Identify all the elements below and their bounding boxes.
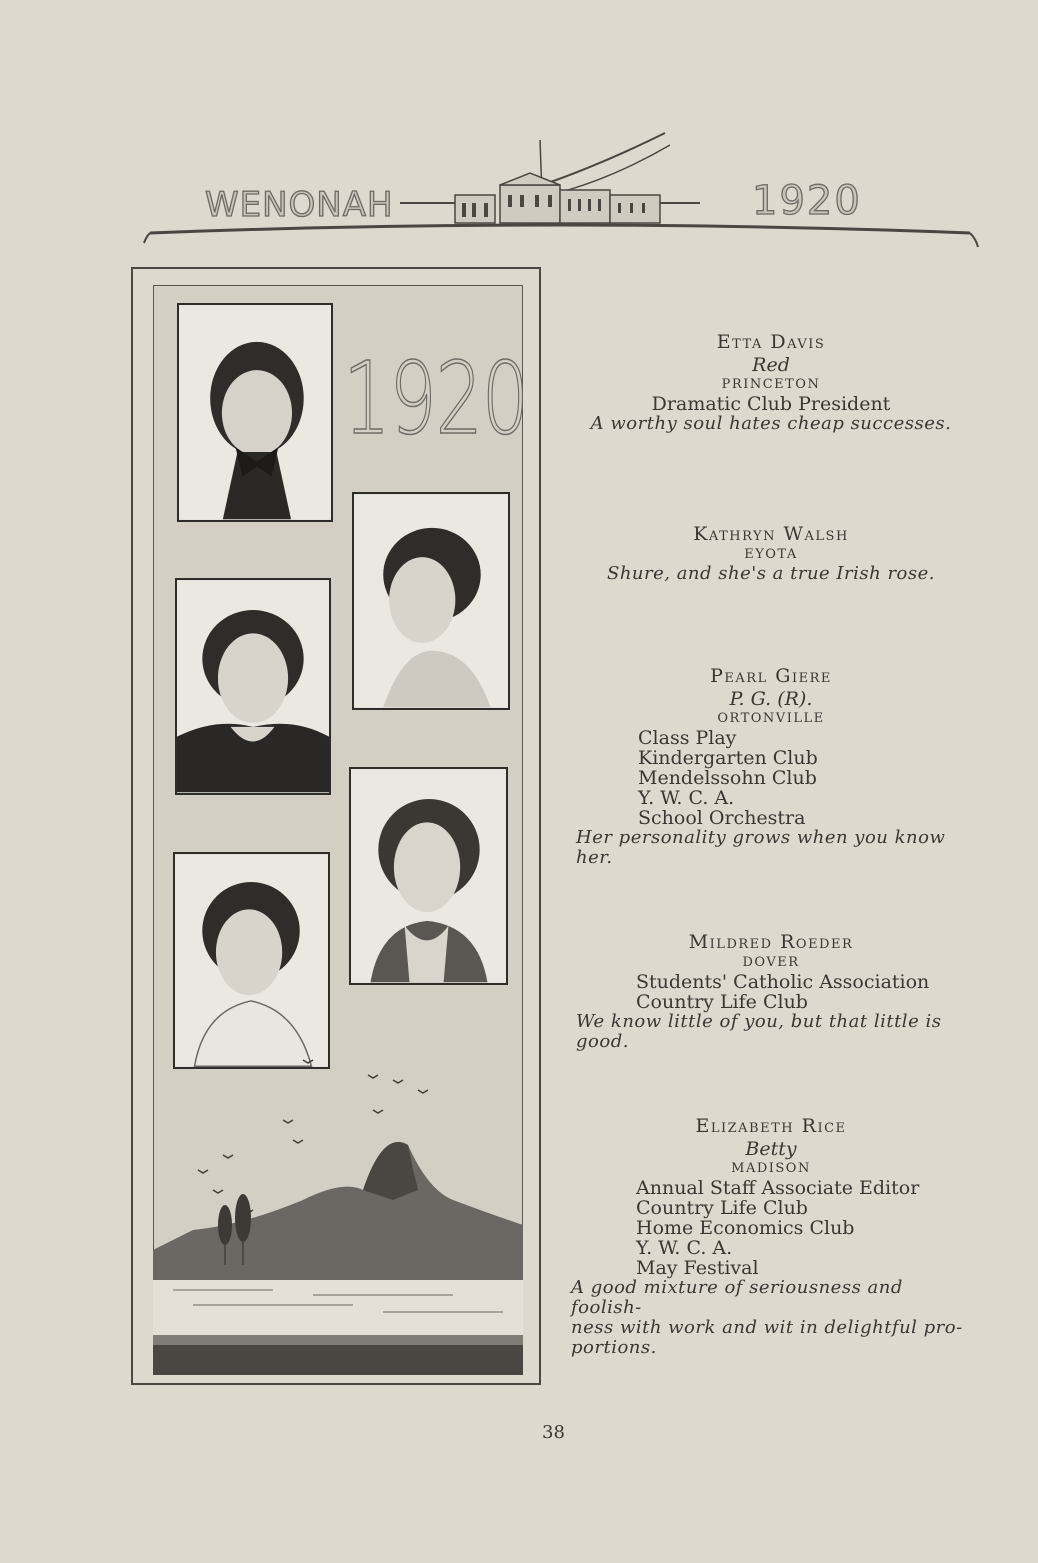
student-hometown: ORTONVILLE xyxy=(717,711,825,726)
student-name: Mildred Roeder xyxy=(688,931,854,953)
student-quote-line: A good mixture of seriousness and foolish- xyxy=(571,1277,903,1318)
student-name: Elizabeth Rice xyxy=(695,1115,847,1137)
student-quote: We know little of you, but that little is good. xyxy=(576,1011,942,1052)
student-activity: May Festival xyxy=(636,1257,759,1279)
lake-landscape-illustration xyxy=(153,1050,523,1375)
student-nickname: Red xyxy=(752,354,790,376)
portrait-photo-1 xyxy=(177,303,333,522)
student-quote-line: portions. xyxy=(571,1337,657,1358)
student-hometown: DOVER xyxy=(742,955,800,970)
student-hometown: PRINCETON xyxy=(721,377,821,392)
header-title-left: WENONAH xyxy=(205,185,394,225)
student-quote: Shure, and she's a true Irish rose. xyxy=(606,563,935,584)
decorative-year: 1920 xyxy=(343,340,528,457)
student-name: Pearl Giere xyxy=(710,665,832,687)
portrait-photo-5 xyxy=(173,852,330,1069)
student-activity: Home Economics Club xyxy=(636,1217,855,1239)
student-entry xyxy=(566,522,976,584)
portrait-1-image xyxy=(179,305,331,520)
student-name: Kathryn Walsh xyxy=(693,523,849,545)
student-activity: Y. W. C. A. xyxy=(638,787,735,809)
student-activity: Annual Staff Associate Editor xyxy=(636,1177,920,1199)
header-building-illustration xyxy=(140,125,980,255)
header-year: 1920 xyxy=(752,178,862,224)
portrait-photo-3 xyxy=(175,578,331,795)
portrait-photo-4 xyxy=(349,767,508,985)
student-activity: Country Life Club xyxy=(636,991,808,1013)
portrait-photo-2 xyxy=(352,492,510,710)
student-activity: Mendelssohn Club xyxy=(638,767,817,789)
student-quote: A worthy soul hates cheap successes. xyxy=(590,413,952,434)
student-entry xyxy=(566,1114,976,1358)
student-name: Etta Davis xyxy=(716,331,826,353)
student-activity: Students' Catholic Association xyxy=(636,971,930,993)
student-activity: Country Life Club xyxy=(636,1197,808,1219)
student-entry xyxy=(566,664,976,868)
student-entry xyxy=(566,330,976,434)
student-nickname: P. G. (R). xyxy=(729,688,813,710)
student-activity: Dramatic Club President xyxy=(651,393,891,415)
student-quote-line: ness with work and wit in delightful pro- xyxy=(571,1317,963,1338)
student-activity: School Orchestra xyxy=(638,807,806,829)
student-hometown: EYOTA xyxy=(744,547,798,562)
page-number: 38 xyxy=(542,1422,565,1443)
student-nickname: Betty xyxy=(745,1138,797,1160)
student-activity: Class Play xyxy=(638,727,737,749)
student-entry xyxy=(566,930,976,1052)
student-activity: Kindergarten Club xyxy=(638,747,818,769)
student-hometown: MADISON xyxy=(731,1161,811,1176)
student-quote: Her personality grows when you know her. xyxy=(576,827,946,868)
student-activity: Y. W. C. A. xyxy=(636,1237,733,1259)
